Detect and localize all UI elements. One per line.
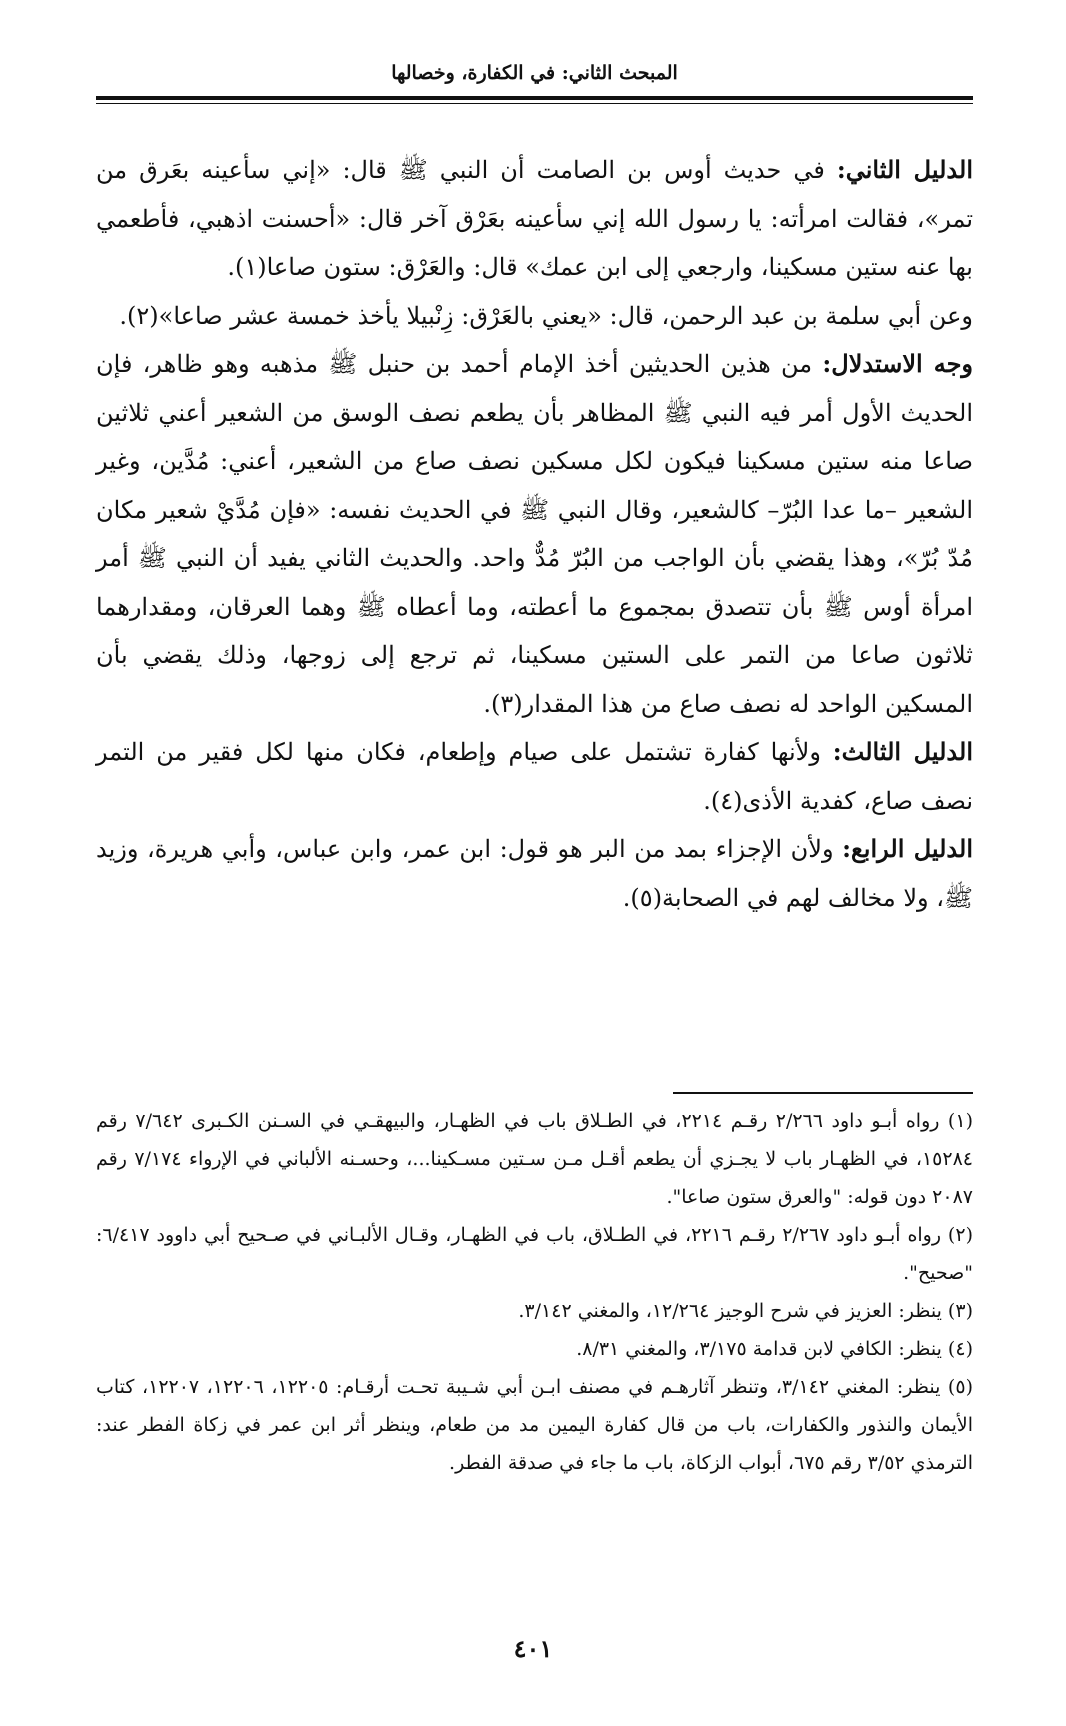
heading-evidence-three: الدليل الثالث: xyxy=(832,737,973,766)
paragraph-evidence-four xyxy=(96,825,973,922)
footnotes xyxy=(96,1102,973,1482)
paragraph-inference xyxy=(96,340,973,728)
footnote-separator xyxy=(673,1092,973,1094)
heading-evidence-four: الدليل الرابع: xyxy=(842,834,973,863)
text-evidence-two: في حديث أوس بن الصامت أن النبي ﷺ قال: «إني سأعينه بعَرق من تمر»، فقالت امرأته: يا رسول الله إني سأعينه بعَرْق آخر قال: «أحسنت اذهبي، فأطعمي بها عنه ستين مسكينا، وارجعي إلى ابن عمك» قال: والعَرْق: ستون صاعا(١). xyxy=(96,156,974,281)
running-header: المبحث الثاني: في الكفارة، وخصالها xyxy=(391,62,678,84)
footnote-1: (١) رواه أبـو داود ٢/٢٦٦ رقـم ٢٢١٤، في الطـلاق باب في الظهـار، والبيهقـي في السـنن الكـبرى ٧/٦٤٢ رقم ١٥٢٨٤، في الظهـار باب لا يجـزي أن يطعم أقـل مـن سـتين مسـكينا...، وحسـنه الألباني في الإرواء ٧/١٧٤ رقم ٢٠٨٧ دون قوله: "والعرق ستون صاعا". xyxy=(96,1110,973,1208)
footnote-2: (٢) رواه أبـو داود ٢/٢٦٧ رقـم ٢٢١٦، في الطـلاق، باب في الظهـار، وقـال الألبـاني في صـحيح أبي داوود ٦/٤١٧: "صحيح". xyxy=(96,1224,973,1284)
footnote-5: (٥) ينظر: المغني ٣/١٤٢، وتنظر آثارهـم في مصنف ابـن أبي شـيبة تحـت أرقـام: ١٢٢٠٥، ١٢٢٠٦، ١٢٢٠٧، كتاب الأيمان والنذور والكفارات، باب من قال كفارة اليمين مد من طعام، وينظر أثر ابن عمر في زكاة الفطر عند: الترمذي ٣/٥٢ رقم ٦٧٥، أبواب الزكاة، باب ما جاء في صدقة الفطر. xyxy=(96,1376,973,1474)
heading-evidence-two: الدليل الثاني: xyxy=(836,155,973,184)
paragraph-evidence-three xyxy=(96,728,973,825)
text-evidence-three: ولأنها كفارة تشتمل على صيام وإطعام، فكان منها لكل فقير من التمر نصف صاع، كفدية الأذى(٤). xyxy=(96,738,973,815)
paragraph-evidence-two xyxy=(96,146,973,292)
footnote-4: (٤) ينظر: الكافي لابن قدامة ٣/١٧٥، والمغني ٨/٣١. xyxy=(576,1338,973,1360)
text-abu-salama: وعن أبي سلمة بن عبد الرحمن، قال: «يعني بالعَرْق: زِنْبيلا يأخذ خمسة عشر صاعا»(٢). xyxy=(119,301,973,330)
text-evidence-four: ولأن الإجزاء بمد من البر هو قول: ابن عمر، وابن عباس، وأبي هريرة، وزيد ﷺ، ولا مخالف لهم في الصحابة(٥). xyxy=(96,835,973,912)
heading-inference: وجه الاستدلال: xyxy=(822,349,973,378)
header-rule-thin xyxy=(96,103,973,104)
footnote-3: (٣) ينظر: العزيز في شرح الوجيز ١٢/٢٦٤، والمغني ٣/١٤٢. xyxy=(518,1300,973,1322)
header-rule-thick xyxy=(96,96,973,100)
text-inference: من هذين الحديثين أخذ الإمام أحمد بن حنبل ﷺ مذهبه وهو ظاهر، فإن الحديث الأول أمر فيه النبي ﷺ المظاهر بأن يطعم نصف الوسق من الشعير أعني ثلاثين صاعا منه ستين مسكينا فيكون لكل مسكين نصف صاع من الشعير، أعني: مُدَّين، وغير الشعير –ما عدا البُرّ– كالشعير، وقال النبي ﷺ في الحديث نفسه: «فإن مُدَّيْ شعير مكان مُدّ بُرّ»، وهذا يقضي بأن الواجب من البُرّ مُدٌّ واحد. والحديث الثاني يفيد أن النبي ﷺ أمر امرأة أوس ﷺ بأن تتصدق بمجموع ما أعطته، وما أعطاه ﷺ وهما العرقان، ومقدارهما ثلاثون صاعا من التمر على الستين مسكينا، ثم ترجع إلى زوجها، وذلك يقضي بأن المسكين الواحد له نصف صاع من هذا المقدار(٣). xyxy=(96,350,973,718)
paragraph-abu-salama xyxy=(96,292,973,341)
main-text xyxy=(96,146,973,922)
page-number: ٤٠١ xyxy=(513,1634,553,1663)
